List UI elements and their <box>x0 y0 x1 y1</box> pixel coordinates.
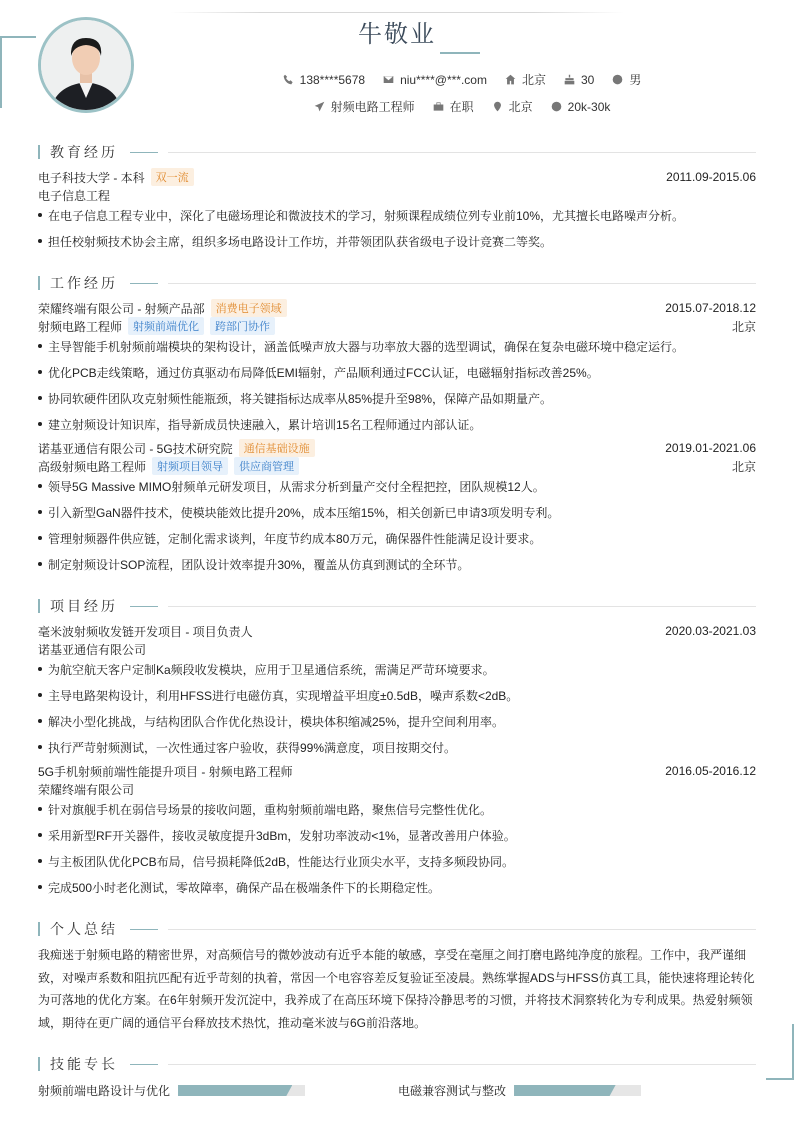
education-bullet: 在电子信息工程专业中，深化了电磁场理论和微波技术的学习，射频课程成绩位列专业前10%，尤其擅长电路噪声分析。 <box>38 207 756 224</box>
school-tag: 双一流 <box>151 168 194 186</box>
project-company: 诺基亚通信有限公司 <box>38 642 147 657</box>
work-date: 2015.07-2018.12 <box>665 301 756 315</box>
project-name: 毫米波射频收发链开发项目 - 项目负责人 <box>38 624 253 639</box>
work-location: 北京 <box>731 459 756 474</box>
project-bullet: 解决小型化挑战，与结构团队合作优化热设计，模块体积缩减25%，提升空间利用率。 <box>38 713 756 730</box>
project-date: 2016.05-2016.12 <box>665 764 756 778</box>
project-date: 2020.03-2021.03 <box>665 624 756 638</box>
phone-text: 138****5678 <box>299 72 366 87</box>
work-date: 2019.01-2021.06 <box>665 441 756 455</box>
section-title: 项目经历 <box>50 598 118 614</box>
section-summary-header <box>38 919 756 939</box>
work-bullet: 领导5G Massive MIMO射频单元研发项目，从需求分析到量产交付全程把控，团队规模12人。 <box>38 478 756 495</box>
name-underline <box>440 52 480 54</box>
education-major-row <box>38 187 756 203</box>
section-title: 工作经历 <box>50 275 118 291</box>
job-intent-row <box>130 98 794 115</box>
salary-text: 20k-30k <box>567 99 611 114</box>
project-bullet: 为航空航天客户定制Ka频段收发模块，应用于卫星通信系统，需满足严苛环境要求。 <box>38 661 756 678</box>
project-name-row <box>38 763 756 779</box>
work-title-row <box>38 458 756 474</box>
section-title: 个人总结 <box>50 921 118 937</box>
phone-icon <box>283 74 294 85</box>
skill-item <box>398 1082 641 1099</box>
briefcase-icon <box>433 101 444 112</box>
age-item <box>564 73 594 87</box>
work-location: 北京 <box>731 319 756 334</box>
gender-text: 男 <box>629 73 642 87</box>
skill-name: 射频前端电路设计与优化 <box>38 1084 171 1098</box>
email-text: niu****@***.com <box>400 72 487 87</box>
target-job-item <box>314 98 415 115</box>
job-title: 高级射频电路工程师 <box>38 459 147 474</box>
work-bullet: 优化PCB走线策略，通过仿真驱动布局降低EMI辐射，产品顺利通过FCC认证，电磁辐射指标改善25%。 <box>38 364 756 381</box>
project-bullet: 与主板团队优化PCB布局，信号损耗降低2dB，性能达行业顶尖水平，支持多频段协同。 <box>38 853 756 870</box>
skill-level-fill <box>178 1085 292 1096</box>
email-item <box>383 73 487 87</box>
skill-name: 电磁兼容测试与整改 <box>398 1084 507 1098</box>
skill-level-bar <box>514 1085 641 1096</box>
project-name-row <box>38 623 756 639</box>
project-name: 5G手机射频前端性能提升项目 - 射频电路工程师 <box>38 764 293 779</box>
cake-icon <box>564 74 575 85</box>
work-bullet: 主导智能手机射频前端模块的架构设计，涵盖低噪声放大器与功率放大器的选型调试，确保在复杂电磁环境中稳定运行。 <box>38 338 756 355</box>
work-bullet: 引入新型GaN器件技术，使模块能效比提升20%，成本压缩15%，相关创新已申请3项发明专利。 <box>38 504 756 521</box>
project-bullet: 完成500小时老化测试，零故障率，确保产品在极端条件下的长期稳定性。 <box>38 879 756 896</box>
skill-tag: 供应商管理 <box>234 457 299 475</box>
top-decor-line <box>170 12 624 13</box>
project-bullet: 执行严苛射频测试，一次性通过客户验收，获得99%满意度，项目按期交付。 <box>38 739 756 756</box>
city-text: 北京 <box>521 73 546 87</box>
send-icon <box>314 101 325 112</box>
skill-tag: 跨部门协作 <box>210 317 275 335</box>
education-bullet: 担任校射频技术协会主席，组织多场电路设计工作坊，并带领团队获省级电子设计竞赛二等奖。 <box>38 233 756 250</box>
person-icon <box>612 74 623 85</box>
industry-tag: 消费电子领域 <box>211 299 287 317</box>
job-title: 射频电路工程师 <box>38 319 123 334</box>
target-job-text: 射频电路工程师 <box>330 100 415 114</box>
target-city-text: 北京 <box>508 100 533 114</box>
school-name: 电子科技大学 - 本科 <box>38 170 145 185</box>
skill-item <box>38 1082 305 1099</box>
corner-decoration-bottom-right <box>766 1024 794 1080</box>
location-pin-icon <box>492 101 503 112</box>
work-bullet: 建立射频设计知识库，指导新成员快速融入，累计培训15名工程师通过内部认证。 <box>38 416 756 433</box>
major: 电子信息工程 <box>38 188 111 203</box>
project-bullet: 主导电路架构设计，利用HFSS进行电磁仿真，实现增益平坦度±0.5dB，噪声系数<2dB。 <box>38 687 756 704</box>
candidate-name: 牛敬业 <box>358 21 436 48</box>
phone-item <box>283 73 365 87</box>
skill-level-fill <box>514 1085 616 1096</box>
section-title: 教育经历 <box>50 144 118 160</box>
project-bullet: 采用新型RF开关器件，接收灵敏度提升3dBm，发射功率波动<1%，显著改善用户体验。 <box>38 827 756 844</box>
salary-item <box>551 100 611 114</box>
skill-tag: 射频项目领导 <box>152 457 228 475</box>
company-name: 诺基亚通信有限公司 - 5G技术研究院 <box>38 441 233 456</box>
city-item <box>505 71 546 88</box>
company-name: 荣耀终端有限公司 - 射频产品部 <box>38 301 205 316</box>
section-project-header <box>38 596 756 616</box>
section-title: 技能专长 <box>50 1056 118 1072</box>
work-bullet: 协同软硬件团队攻克射频性能瓶颈，将关键指标达成率从85%提升至98%，保障产品如期量产。 <box>38 390 756 407</box>
work-company-row <box>38 440 756 456</box>
mail-icon <box>383 74 394 85</box>
section-work-header <box>38 273 756 293</box>
project-company-row <box>38 641 756 657</box>
money-icon <box>551 101 562 112</box>
target-city-item <box>492 98 533 115</box>
project-company: 荣耀终端有限公司 <box>38 782 135 797</box>
section-education-header <box>38 142 756 162</box>
education-school-row <box>38 169 756 185</box>
education-date: 2011.09-2015.06 <box>666 170 756 184</box>
home-icon <box>505 74 516 85</box>
skill-level-bar <box>178 1085 305 1096</box>
age-text: 30 <box>580 72 595 87</box>
work-bullet: 制定射频设计SOP流程，团队设计效率提升30%，覆盖从仿真到测试的全环节。 <box>38 556 756 573</box>
status-item <box>433 98 474 115</box>
contact-info-row <box>130 71 794 88</box>
skill-tag: 射频前端优化 <box>128 317 204 335</box>
summary-paragraph: 我痴迷于射频电路的精密世界，对高频信号的微妙波动有近乎本能的敏感，享受在毫厘之间打磨电路纯净度的旅程。工作中，我严谨细致，对噪声系数和阻抗匹配有近乎苛刻的执着，常因一个电容容差反复验证至凌晨。熟练掌握ADS与HFSS仿真工具，能快速将理论转化为可落地的优化方案。在6年射频开发沉淀中，我养成了在高压环境下保持冷静思考的习惯，并将技术洞察转化为专利成果。热爱射频领域，期待在更广阔的通信平台释放技术热忱，推动毫米波与6G前沿落地。 <box>38 948 755 1030</box>
work-title-row <box>38 318 756 334</box>
gender-item <box>612 71 641 88</box>
status-text: 在职 <box>449 100 474 114</box>
project-company-row <box>38 781 756 797</box>
work-company-row <box>38 300 756 316</box>
project-bullet: 针对旗舰手机在弱信号场景的接收问题，重构射频前端电路，聚焦信号完整性优化。 <box>38 801 756 818</box>
industry-tag: 通信基础设施 <box>239 439 315 457</box>
section-skills-header <box>38 1054 756 1074</box>
work-bullet: 管理射频器件供应链，定制化需求谈判，年度节约成本80万元，确保器件性能满足设计要求。 <box>38 530 756 547</box>
